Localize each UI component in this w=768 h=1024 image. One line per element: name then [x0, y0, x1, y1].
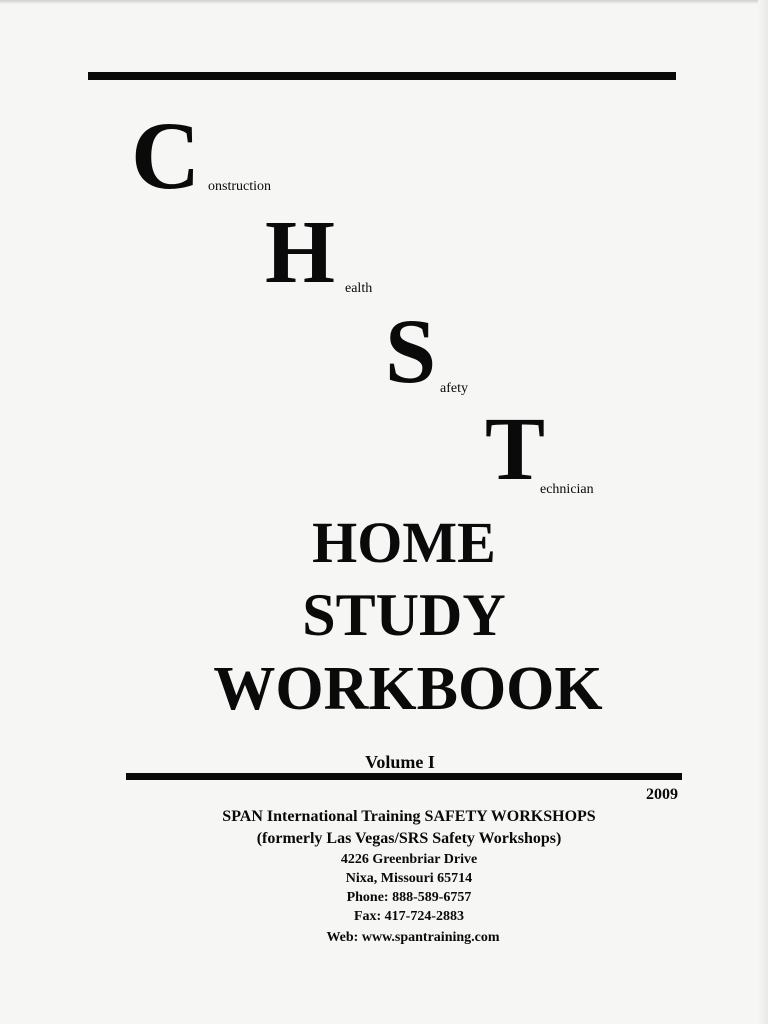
acronym-word-construction: onstruction	[208, 179, 271, 194]
scan-edge-right	[758, 0, 768, 1024]
acronym-word-health: ealth	[345, 281, 373, 296]
publisher-web: Web: www.spantraining.com	[326, 930, 500, 945]
title-line-study: STUDY	[302, 582, 506, 648]
title-line-workbook: WORKBOOK	[213, 655, 603, 723]
volume-label: Volume I	[365, 752, 435, 772]
publisher-street: 4226 Greenbriar Drive	[340, 852, 478, 867]
year-label: 2009	[646, 786, 678, 803]
scan-edge-top	[0, 0, 768, 4]
publisher-formerly: (formerly Las Vegas/SRS Safety Workshops)	[256, 830, 562, 847]
publisher-fax: Fax: 417-724-2883	[353, 909, 465, 924]
publisher-city: Nixa, Missouri 65714	[345, 871, 473, 886]
bottom-rule	[126, 773, 682, 780]
acronym-word-safety: afety	[440, 381, 468, 396]
acronym-letter-s: S	[385, 300, 437, 402]
acronym-letter-t: T	[485, 400, 546, 499]
acronym-letter-c: C	[131, 102, 201, 209]
acronym-letter-h: H	[265, 203, 336, 302]
publisher-phone: Phone: 888-589-6757	[346, 890, 472, 905]
publisher-name: SPAN International Training SAFETY WORKSHOPS	[222, 808, 596, 825]
top-rule	[88, 72, 676, 80]
acronym-word-technician: echnician	[540, 482, 594, 497]
title-line-home: HOME	[312, 510, 496, 575]
